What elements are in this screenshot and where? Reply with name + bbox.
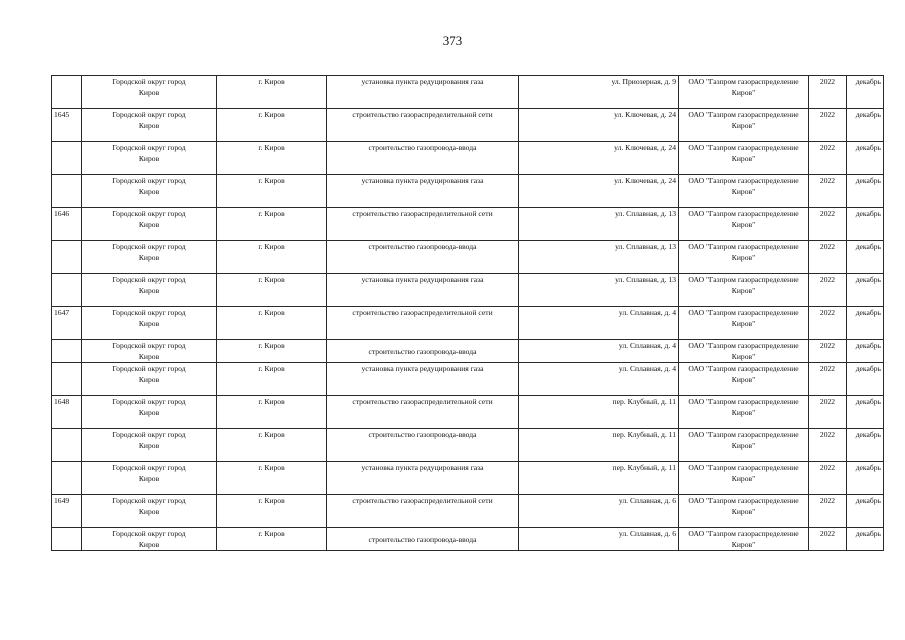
work-type-cell: строительство газопровода-ввода: [327, 142, 519, 175]
address-cell: ул. Сплавная, д. 13: [519, 208, 679, 241]
cell-line: Киров: [138, 88, 160, 97]
month-cell: декабрь: [847, 462, 884, 495]
table-row: [52, 76, 884, 109]
cell-line: Киров": [731, 88, 756, 97]
object-number-cell: [52, 142, 82, 175]
month-cell: декабрь: [847, 142, 884, 175]
month-cell: декабрь: [847, 208, 884, 241]
table-row: [52, 363, 884, 396]
executor-org-cell: [679, 175, 809, 208]
municipality-cell: [82, 462, 217, 495]
cell-line: Городской округ город: [112, 110, 186, 119]
object-number-cell: 1647: [52, 307, 82, 340]
cell-line: Киров: [138, 540, 160, 549]
address-cell: ул. Сплавная, д. 6: [519, 495, 679, 528]
executor-org-cell: [679, 528, 809, 551]
month-cell: декабрь: [847, 241, 884, 274]
month-cell: декабрь: [847, 109, 884, 142]
month-cell: декабрь: [847, 396, 884, 429]
cell-line: ОАО "Газпром газораспределение: [688, 529, 799, 538]
executor-org-cell: [679, 274, 809, 307]
cell-line: Городской округ город: [112, 364, 186, 373]
cell-line: Киров: [138, 319, 160, 328]
cell-line: ОАО "Газпром газораспределение: [688, 308, 799, 317]
table-row: [52, 241, 884, 274]
year-cell: 2022: [809, 340, 847, 363]
cell-line: Киров": [731, 540, 756, 549]
address-cell: пер. Клубный, д. 11: [519, 462, 679, 495]
table-row: [52, 462, 884, 495]
executor-org-cell: [679, 109, 809, 142]
cell-line: Киров": [731, 121, 756, 130]
municipality-cell: [82, 241, 217, 274]
locality-cell: г. Киров: [217, 462, 327, 495]
gasification-registry-table: [51, 75, 884, 551]
cell-line: Киров": [731, 286, 756, 295]
month-cell: декабрь: [847, 175, 884, 208]
executor-org-cell: [679, 495, 809, 528]
cell-line: Киров: [138, 408, 160, 417]
work-type-cell: строительство газораспределительной сети: [327, 109, 519, 142]
work-type-cell: строительство газораспределительной сети: [327, 208, 519, 241]
cell-line: Городской округ город: [112, 209, 186, 218]
address-cell: пер. Клубный, д. 11: [519, 396, 679, 429]
address-cell: ул. Приозерная, д. 9: [519, 76, 679, 109]
address-cell: ул. Сплавная, д. 13: [519, 241, 679, 274]
municipality-cell: [82, 307, 217, 340]
municipality-cell: [82, 208, 217, 241]
cell-line: Киров: [138, 441, 160, 450]
year-cell: 2022: [809, 175, 847, 208]
object-number-cell: [52, 76, 82, 109]
address-cell: ул. Ключевая, д. 24: [519, 109, 679, 142]
cell-line: Киров": [731, 474, 756, 483]
cell-line: Городской округ город: [112, 397, 186, 406]
work-type-cell: установка пункта редуцирования газа: [327, 175, 519, 208]
municipality-cell: [82, 76, 217, 109]
object-number-cell: [52, 340, 82, 363]
address-cell: ул. Сплавная, д. 4: [519, 363, 679, 396]
month-cell: декабрь: [847, 363, 884, 396]
executor-org-cell: [679, 76, 809, 109]
object-number-cell: 1645: [52, 109, 82, 142]
cell-line: ОАО "Газпром газораспределение: [688, 176, 799, 185]
address-cell: ул. Сплавная, д. 4: [519, 340, 679, 363]
year-cell: 2022: [809, 76, 847, 109]
locality-cell: г. Киров: [217, 340, 327, 363]
cell-line: Киров: [138, 507, 160, 516]
cell-line: ОАО "Газпром газораспределение: [688, 275, 799, 284]
address-cell: ул. Сплавная, д. 6: [519, 528, 679, 551]
cell-line: Городской округ город: [112, 496, 186, 505]
cell-line: ОАО "Газпром газораспределение: [688, 242, 799, 251]
month-cell: декабрь: [847, 429, 884, 462]
object-number-cell: [52, 241, 82, 274]
municipality-cell: [82, 340, 217, 363]
table-row: [52, 142, 884, 175]
object-number-cell: [52, 528, 82, 551]
executor-org-cell: [679, 462, 809, 495]
cell-line: Городской округ город: [112, 463, 186, 472]
cell-line: Киров": [731, 408, 756, 417]
cell-line: ОАО "Газпром газораспределение: [688, 430, 799, 439]
object-number-cell: [52, 175, 82, 208]
month-cell: декабрь: [847, 274, 884, 307]
locality-cell: г. Киров: [217, 76, 327, 109]
registry-body: [52, 76, 884, 551]
address-cell: ул. Ключевая, д. 24: [519, 175, 679, 208]
object-number-cell: 1646: [52, 208, 82, 241]
cell-line: Киров": [731, 441, 756, 450]
executor-org-cell: [679, 429, 809, 462]
table-row: [52, 208, 884, 241]
month-cell: декабрь: [847, 528, 884, 551]
municipality-cell: [82, 429, 217, 462]
object-number-cell: [52, 429, 82, 462]
table-row: [52, 528, 884, 551]
cell-line: Киров": [731, 187, 756, 196]
cell-line: ОАО "Газпром газораспределение: [688, 397, 799, 406]
cell-line: Киров: [138, 352, 160, 361]
table-row: [52, 429, 884, 462]
work-type-cell: строительство газопровода-ввода: [327, 528, 519, 551]
work-type-cell: установка пункта редуцирования газа: [327, 462, 519, 495]
month-cell: декабрь: [847, 76, 884, 109]
year-cell: 2022: [809, 274, 847, 307]
month-cell: декабрь: [847, 307, 884, 340]
cell-line: Киров": [731, 507, 756, 516]
cell-line: Городской округ город: [112, 176, 186, 185]
municipality-cell: [82, 109, 217, 142]
cell-line: Киров: [138, 375, 160, 384]
cell-line: Киров": [731, 253, 756, 262]
object-number-cell: [52, 462, 82, 495]
cell-line: Киров: [138, 154, 160, 163]
cell-line: Городской округ город: [112, 430, 186, 439]
executor-org-cell: [679, 307, 809, 340]
cell-line: Городской округ город: [112, 77, 186, 86]
month-cell: декабрь: [847, 495, 884, 528]
cell-line: ОАО "Газпром газораспределение: [688, 209, 799, 218]
work-type-cell: установка пункта редуцирования газа: [327, 76, 519, 109]
municipality-cell: [82, 396, 217, 429]
year-cell: 2022: [809, 208, 847, 241]
object-number-cell: [52, 363, 82, 396]
work-type-cell: установка пункта редуцирования газа: [327, 274, 519, 307]
cell-line: Городской округ город: [112, 275, 186, 284]
cell-line: Киров": [731, 154, 756, 163]
cell-line: Киров": [731, 220, 756, 229]
year-cell: 2022: [809, 528, 847, 551]
locality-cell: г. Киров: [217, 363, 327, 396]
year-cell: 2022: [809, 429, 847, 462]
object-number-cell: [52, 274, 82, 307]
year-cell: 2022: [809, 241, 847, 274]
work-type-cell: строительство газораспределительной сети: [327, 495, 519, 528]
cell-line: Киров: [138, 253, 160, 262]
year-cell: 2022: [809, 307, 847, 340]
work-type-cell: строительство газопровода-ввода: [327, 429, 519, 462]
address-cell: ул. Сплавная, д. 13: [519, 274, 679, 307]
cell-line: Киров": [731, 319, 756, 328]
locality-cell: г. Киров: [217, 396, 327, 429]
table-row: [52, 495, 884, 528]
executor-org-cell: [679, 340, 809, 363]
table-row: [52, 175, 884, 208]
municipality-cell: [82, 495, 217, 528]
cell-line: Городской округ город: [112, 529, 186, 538]
cell-line: Киров: [138, 220, 160, 229]
cell-line: Киров: [138, 286, 160, 295]
municipality-cell: [82, 528, 217, 551]
cell-line: ОАО "Газпром газораспределение: [688, 364, 799, 373]
cell-line: ОАО "Газпром газораспределение: [688, 341, 799, 350]
cell-line: Городской округ город: [112, 308, 186, 317]
cell-line: Городской округ город: [112, 143, 186, 152]
cell-line: Городской округ город: [112, 341, 186, 350]
locality-cell: г. Киров: [217, 274, 327, 307]
cell-line: ОАО "Газпром газораспределение: [688, 110, 799, 119]
object-number-cell: 1648: [52, 396, 82, 429]
municipality-cell: [82, 175, 217, 208]
table-row: [52, 274, 884, 307]
work-type-cell: установка пункта редуцирования газа: [327, 363, 519, 396]
executor-org-cell: [679, 208, 809, 241]
cell-line: Киров": [731, 375, 756, 384]
cell-line: Киров: [138, 474, 160, 483]
address-cell: пер. Клубный, д. 11: [519, 429, 679, 462]
executor-org-cell: [679, 142, 809, 175]
table-row: [52, 396, 884, 429]
work-type-cell: строительство газопровода-ввода: [327, 340, 519, 363]
object-number-cell: 1649: [52, 495, 82, 528]
cell-line: ОАО "Газпром газораспределение: [688, 496, 799, 505]
year-cell: 2022: [809, 142, 847, 175]
month-cell: декабрь: [847, 340, 884, 363]
cell-line: ОАО "Газпром газораспределение: [688, 143, 799, 152]
page-number: 373: [442, 33, 463, 48]
year-cell: 2022: [809, 495, 847, 528]
municipality-cell: [82, 142, 217, 175]
executor-org-cell: [679, 363, 809, 396]
locality-cell: г. Киров: [217, 528, 327, 551]
locality-cell: г. Киров: [217, 175, 327, 208]
table-row: [52, 109, 884, 142]
year-cell: 2022: [809, 109, 847, 142]
cell-line: Городской округ город: [112, 242, 186, 251]
municipality-cell: [82, 363, 217, 396]
locality-cell: г. Киров: [217, 495, 327, 528]
locality-cell: г. Киров: [217, 208, 327, 241]
address-cell: ул. Ключевая, д. 24: [519, 142, 679, 175]
municipality-cell: [82, 274, 217, 307]
address-cell: ул. Сплавная, д. 4: [519, 307, 679, 340]
work-type-cell: строительство газораспределительной сети: [327, 307, 519, 340]
cell-line: Киров: [138, 187, 160, 196]
cell-line: ОАО "Газпром газораспределение: [688, 77, 799, 86]
cell-line: ОАО "Газпром газораспределение: [688, 463, 799, 472]
locality-cell: г. Киров: [217, 109, 327, 142]
executor-org-cell: [679, 241, 809, 274]
executor-org-cell: [679, 396, 809, 429]
year-cell: 2022: [809, 396, 847, 429]
year-cell: 2022: [809, 462, 847, 495]
table-row: [52, 307, 884, 340]
work-type-cell: строительство газопровода-ввода: [327, 241, 519, 274]
cell-line: Киров: [138, 121, 160, 130]
year-cell: 2022: [809, 363, 847, 396]
cell-line: Киров": [731, 352, 756, 361]
locality-cell: г. Киров: [217, 241, 327, 274]
work-type-cell: строительство газораспределительной сети: [327, 396, 519, 429]
locality-cell: г. Киров: [217, 429, 327, 462]
locality-cell: г. Киров: [217, 307, 327, 340]
table-row: [52, 340, 884, 363]
locality-cell: г. Киров: [217, 142, 327, 175]
